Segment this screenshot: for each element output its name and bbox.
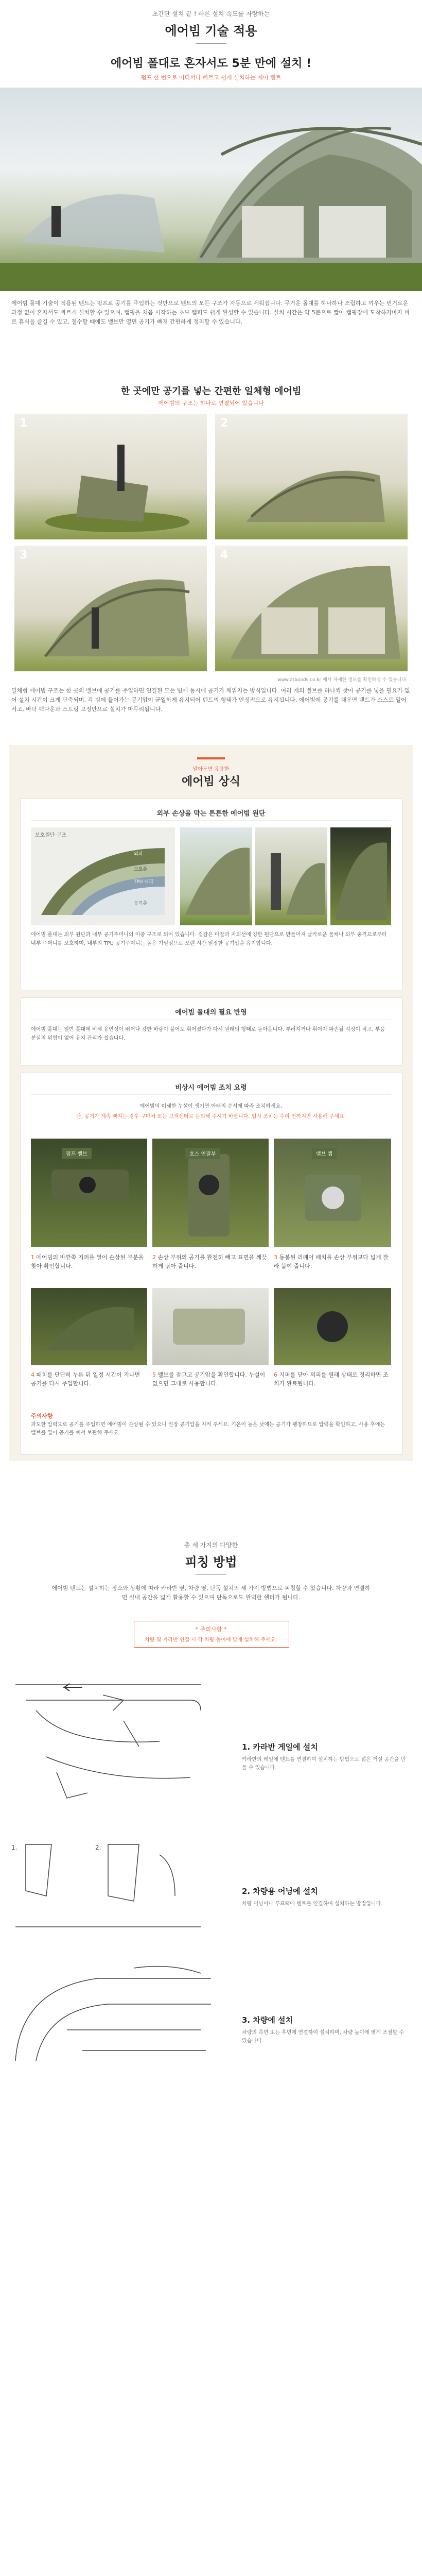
tip-number: 4 (31, 1371, 34, 1378)
tip-text: 동봉된 리페어 패치를 손상 부위보다 넓게 잘라 붙여 줍니다. (274, 1254, 389, 1269)
repair-photo-4 (31, 1288, 147, 1365)
tip-number: 1 (31, 1254, 34, 1261)
repair-photo-1 (31, 1139, 147, 1247)
step-number: 2 (220, 417, 228, 430)
photo-label: 밸브 캡 (312, 1148, 337, 1159)
repair-photo-6 (274, 1288, 391, 1365)
tip-item (274, 1253, 391, 1270)
repair-photo-2 (152, 1139, 269, 1247)
pitch-eyebrow: 총 세 가지의 다양한 (184, 1541, 238, 1549)
box3-lead: 에어빔의 미세한 누설이 생기면 아래의 순서에 따라 조치하세요. (139, 1104, 283, 1109)
info-photo-a (180, 827, 252, 925)
step-photo-2 (215, 414, 408, 539)
hero-subline: 펌프 한 번으로 어디서나 빠르고 쉽게 설치하는 에어 텐트 (140, 74, 282, 81)
method-1 (0, 1664, 422, 1824)
tip-number: 5 (152, 1371, 156, 1378)
hero-body: 에어빔 폴대 기술이 적용된 텐트는 펌프로 공기를 주입하는 것만으로 텐트의 모든 구조가 자동으로 세워집니다. 무거운 폴대를 하나하나 조립하고 끼우는 번거로운 과정 없이 혼자서도 빠르게 설치할 수 있으며, 캠핑을 처음 시작하는 초보 캠퍼도 쉽게 완성할 수 있습니다. 설치 시간은 약 5분으로 짧아 캠핑장에 도착하자마자 바로 휴식을 즐길 수 있고, 철수할 때에도 밸브만 열면 공기가 빠져 간편하게 정리할 수 있습니다. (11, 300, 410, 325)
pitch-notice-title: * 주의사항 * (195, 1626, 227, 1633)
divider (31, 1019, 391, 1020)
accent-bar (197, 757, 225, 759)
info-photo-b (255, 827, 327, 925)
method-1-desc: 카라반의 레일에 텐트를 연결하여 설치하는 방법으로 넓은 거실 공간을 만들 수 있습니다. (242, 1757, 406, 1771)
diagram-label: 보호원단 구조 (35, 833, 67, 838)
step-number: 3 (20, 549, 28, 562)
tip-number: 3 (274, 1254, 277, 1261)
step-photo-4 (215, 546, 408, 671)
method-3-title: 3. 차량에 설치 (242, 2015, 293, 2025)
tip-text: 에어빔의 바깥쪽 지퍼를 열어 손상된 부분을 찾아 확인합니다. (31, 1254, 144, 1269)
info-title: 에어빔 상식 (182, 775, 240, 788)
pitch-notice-body: 차량 및 카라반 연결 시 각 차량 높이에 맞게 설치해 주세요. (145, 1637, 277, 1643)
layer-label: 외피 (134, 852, 143, 857)
repair-photo-5 (152, 1288, 269, 1365)
layer-label: 공기층 (134, 901, 148, 906)
tip-item (152, 1253, 268, 1270)
photo-label: 펌프 밸브 (62, 1148, 92, 1159)
step-photo-3 (14, 546, 207, 671)
layer-diagram (31, 827, 175, 925)
tip-item (274, 1370, 391, 1388)
method-3-desc: 차량의 측면 또는 후면에 연결하여 설치하며, 차량 높이에 맞게 조절할 수 있습니다. (242, 2030, 405, 2044)
layer-label: 보호층 (134, 867, 148, 872)
caution-body: 과도한 압력으로 공기를 주입하면 에어빔이 손상될 수 있으니 권장 공기압을 지켜 주세요. 기온이 높은 낮에는 공기가 팽창하므로 압력을 확인하고, 사용 후에는 밸브를 열어 공기를 빼서 보관해 주세요. (31, 1422, 385, 1436)
tip-item (152, 1370, 268, 1388)
divider (196, 43, 226, 44)
box1-title: 외부 손상을 막는 튼튼한 에어빔 원단 (156, 810, 266, 818)
method-2 (0, 1834, 422, 1947)
caution-title: 주의사항 (31, 1413, 53, 1419)
pitch-title: 피칭 방법 (185, 1555, 237, 1569)
step-number: 1 (20, 417, 28, 430)
divider (31, 1094, 391, 1095)
tip-text: 지퍼를 닫아 외피를 원래 상태로 정리하면 조치가 완료됩니다. (274, 1371, 389, 1387)
photo-credit: www.atboods.co.kr 에서 자세한 정보를 확인하실 수 있습니다. (277, 677, 408, 683)
box3-title: 비상시 에어빔 조치 요령 (175, 1084, 247, 1092)
step-number: 4 (220, 549, 228, 562)
hero-eyebrow: 초간단 설치 끝 ! 빠른 설치 속도를 자랑하는 (152, 10, 270, 18)
layer-label: TPU 내피 (134, 879, 153, 885)
hero-photo (0, 88, 422, 291)
tip-text: 밸브를 잠그고 공기압을 확인합니다. 누설이 없으면 그대로 사용합니다. (152, 1371, 266, 1387)
section2-title: 한 곳에만 공기를 넣는 간편한 일체형 에어빔 (120, 386, 302, 397)
section2-body: 일체형 에어빔 구조는 한 곳의 밸브에 공기를 주입하면 연결된 모든 빔에 동시에 공기가 채워지는 방식입니다. 여러 개의 밸브를 하나씩 찾아 공기를 넣을 필요가 없어 설치 시간이 크게 단축되며, 각 빔에 들어가는 공기압이 균일하게 유지되어 텐트의 형태가 안정적으로 유지됩니다. 에어빔에 공기를 채우면 텐트가 스스로 일어서고, 바닥 팩다운과 스트링 고정만으로 설치가 마무리됩니다. (11, 687, 410, 713)
section2-subtitle: 에어빔의 구조는 하나로 연결되어 있습니다 (158, 400, 264, 406)
box3-note: 단, 공기가 계속 빠지는 경우 구매처 또는 고객센터로 문의해 주시기 바랍니다. 임시 조치는 수리 전까지만 사용해 주세요. (76, 1114, 346, 1120)
method-3 (0, 1958, 422, 2087)
svg-text:2.: 2. (95, 1844, 101, 1851)
box2-title: 에어빔 폴대의 필요 반영 (175, 1009, 247, 1016)
box1-body: 에어빔 폴대는 외부 원단과 내부 공기주머니의 이중 구조로 되어 있습니다. 겉감은 마찰과 자외선에 강한 원단으로 만들어져 날카로운 물체나 외부 충격으로부터 내부 주머니를 보호하며, 내부의 TPU 공기주머니는 높은 기밀성으로 오랜 시간 일정한 공기압을 유지합니다. (31, 932, 387, 946)
tip-item (31, 1370, 146, 1388)
hero-title: 에어빔 기술 적용 (165, 24, 257, 38)
pitch-intro: 에어빔 텐트는 설치하는 장소와 상황에 따라 카라반 옆, 차량 옆, 단독 설치의 세 가지 방법으로 피칭할 수 있습니다. 차량과 연결하면 실내 공간을 넓게 활용할 수 있으며 단독으로도 완벽한 쉘터가 됩니다. (51, 1585, 371, 1601)
method-2-desc: 차량 어닝이나 루프랙에 텐트를 연결하여 설치하는 방법입니다. (242, 1901, 383, 1907)
repair-photo-3 (274, 1139, 391, 1247)
photo-label: 호스 연결부 (185, 1148, 220, 1159)
method-1-title: 1. 카라반 게일에 설치 (242, 1742, 318, 1752)
tip-number: 2 (152, 1254, 156, 1261)
box2-body: 에어빔 폴대는 일반 폴대에 비해 유연성이 뛰어나 강한 바람이 불어도 휘어졌다가 다시 원래의 형태로 돌아옵니다. 부러지거나 휘어져 파손될 걱정이 적고, 부품 분실의 위험이 없어 유지 관리가 쉽습니다. (31, 1027, 385, 1041)
divider (196, 1574, 226, 1575)
step-photo-1 (14, 414, 207, 539)
tip-number: 6 (274, 1371, 277, 1378)
info-photo-c (330, 827, 391, 925)
tip-item (31, 1253, 146, 1270)
hero-headline: 에어빔 폴대로 혼자서도 5분 만에 설치 ! (110, 57, 312, 70)
method-2-title: 2. 차량용 어닝에 설치 (242, 1887, 318, 1896)
info-badge: 알아두면 유용한 (192, 767, 230, 772)
tip-text: 패치를 단단히 누른 뒤 일정 시간이 지나면 공기를 다시 주입합니다. (31, 1371, 140, 1387)
tip-text: 손상 부위의 공기를 완전히 빼고 표면을 깨끗하게 닦아 줍니다. (152, 1254, 267, 1269)
divider (31, 820, 391, 821)
svg-text:1.: 1. (11, 1844, 17, 1851)
